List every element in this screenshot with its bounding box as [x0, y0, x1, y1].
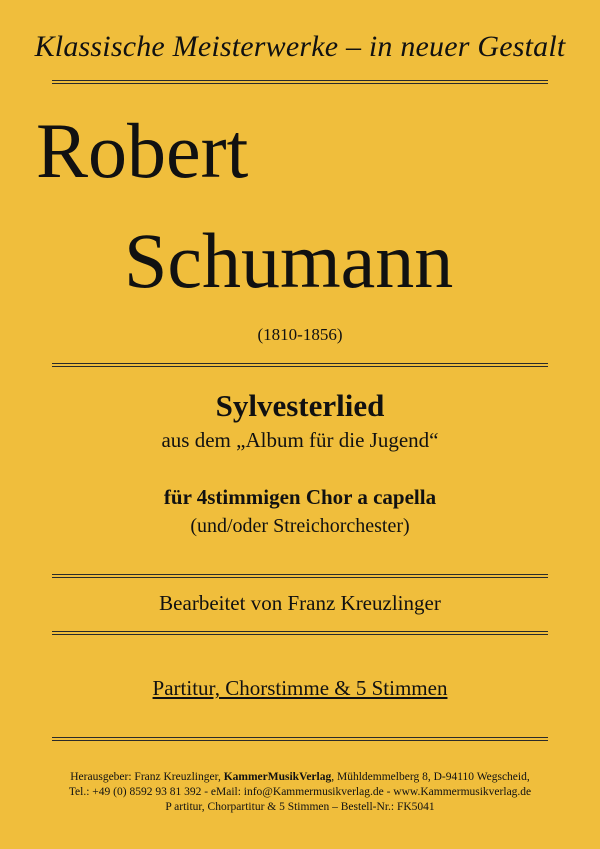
- divider: [52, 80, 548, 84]
- divider: [52, 631, 548, 635]
- series-title: Klassische Meisterwerke – in neuer Gestalt: [34, 30, 566, 63]
- work-source: aus dem „Album für die Jugend“: [161, 428, 439, 452]
- order-line: P artitur, Chorpartitur & 5 Stimmen – Bestell-Nr.: FK5041: [165, 801, 435, 813]
- composer-first-name: Robert: [36, 107, 249, 194]
- composer-last-name: Schumann: [124, 217, 454, 304]
- work-title: Sylvesterlied: [215, 388, 385, 423]
- work-alternative-scoring: (und/oder Streichorchester): [190, 515, 410, 537]
- divider: [52, 363, 548, 367]
- work-scoring: für 4stimmigen Chor a capella: [163, 485, 437, 509]
- publisher-line: [0, 770, 600, 785]
- edition-contents: Partitur, Chorstimme & 5 Stimmen: [152, 676, 448, 700]
- divider: [52, 737, 548, 741]
- divider: [52, 574, 548, 578]
- arranger-credit: Bearbeitet von Franz Kreuzlinger: [159, 591, 441, 615]
- composer-dates: (1810-1856): [257, 325, 343, 344]
- contact-line: Tel.: +49 (0) 8592 93 81 392 - eMail: info@Kammermusikverlag.de - www.Kammermusikverlag.de: [68, 786, 532, 798]
- publisher-address: , Mühldemmelberg 8, D-94110 Wegscheid,: [331, 771, 530, 783]
- publisher-footer: [0, 770, 600, 815]
- publisher-name: KammerMusikVerlag: [223, 771, 332, 783]
- publisher-prefix: Herausgeber: Franz Kreuzlinger,: [70, 771, 224, 783]
